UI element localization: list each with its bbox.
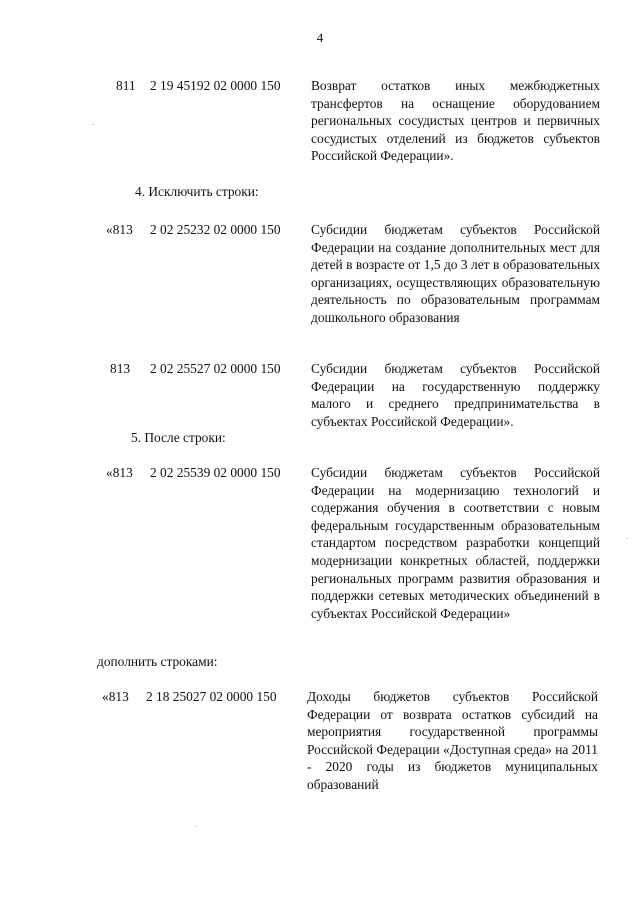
income-code: 2 02 25527 02 0000 150 (150, 361, 281, 376)
scan-speck (626, 538, 628, 539)
row-description: Субсидии бюджетам субъектов Российской Федерации на государственную поддержку малого и среднего предпринимательства в субъектах Российской Федерации». (311, 361, 600, 429)
income-code: 2 02 25539 02 0000 150 (150, 465, 281, 480)
row-description: Возврат остатков иных межбюджетных трансфертов на оснащение оборудованием региональных сосудистых центров и первичных сосудистых отделений из бюджетов субъектов Российской Федерации». (311, 78, 600, 164)
income-code: 2 19 45192 02 0000 150 (150, 78, 281, 93)
row-description: Доходы бюджетов субъектов Российской Федерации от возврата остатков субсидий на мероприятия государственной программы Российской Федерации «Доступная среда» на 2011 - 2020 годы из бюджетов муниципальных образований (307, 689, 598, 792)
admin-code: 811 (116, 78, 136, 93)
income-code: 2 02 25232 02 0000 150 (150, 222, 281, 237)
admin-code: «813 (102, 689, 129, 704)
instruction-add-rows: дополнить строками: (97, 654, 218, 669)
admin-code: 813 (110, 361, 131, 376)
admin-code: «813 (106, 222, 133, 237)
scan-speck (92, 124, 94, 125)
page-number: 4 (316, 30, 324, 45)
row-description: Субсидии бюджетам субъектов Российской Федерации на создание дополнительных мест для детей в возрасте от 1,5 до 3 лет в образовательных организациях, осуществляющих образовательную деятельность по образовательным программам дошкольного образования (311, 222, 600, 325)
admin-code: «813 (106, 465, 133, 480)
income-code: 2 18 25027 02 0000 150 (146, 689, 277, 704)
instruction-after-row: 5. После строки: (131, 430, 226, 445)
scan-speck (195, 826, 197, 827)
instruction-exclude-rows: 4. Исключить строки: (135, 184, 259, 199)
row-description: Субсидии бюджетам субъектов Российской Федерации на модернизацию технологий и содержания обучения в соответствии с новым федеральным государственным образовательным стандартом посредством разработки концепций модернизации конкретных областей, поддержки региональных программ развития образования и поддержки сетевых методических объединений в субъектах Российской Федерации» (311, 465, 600, 621)
